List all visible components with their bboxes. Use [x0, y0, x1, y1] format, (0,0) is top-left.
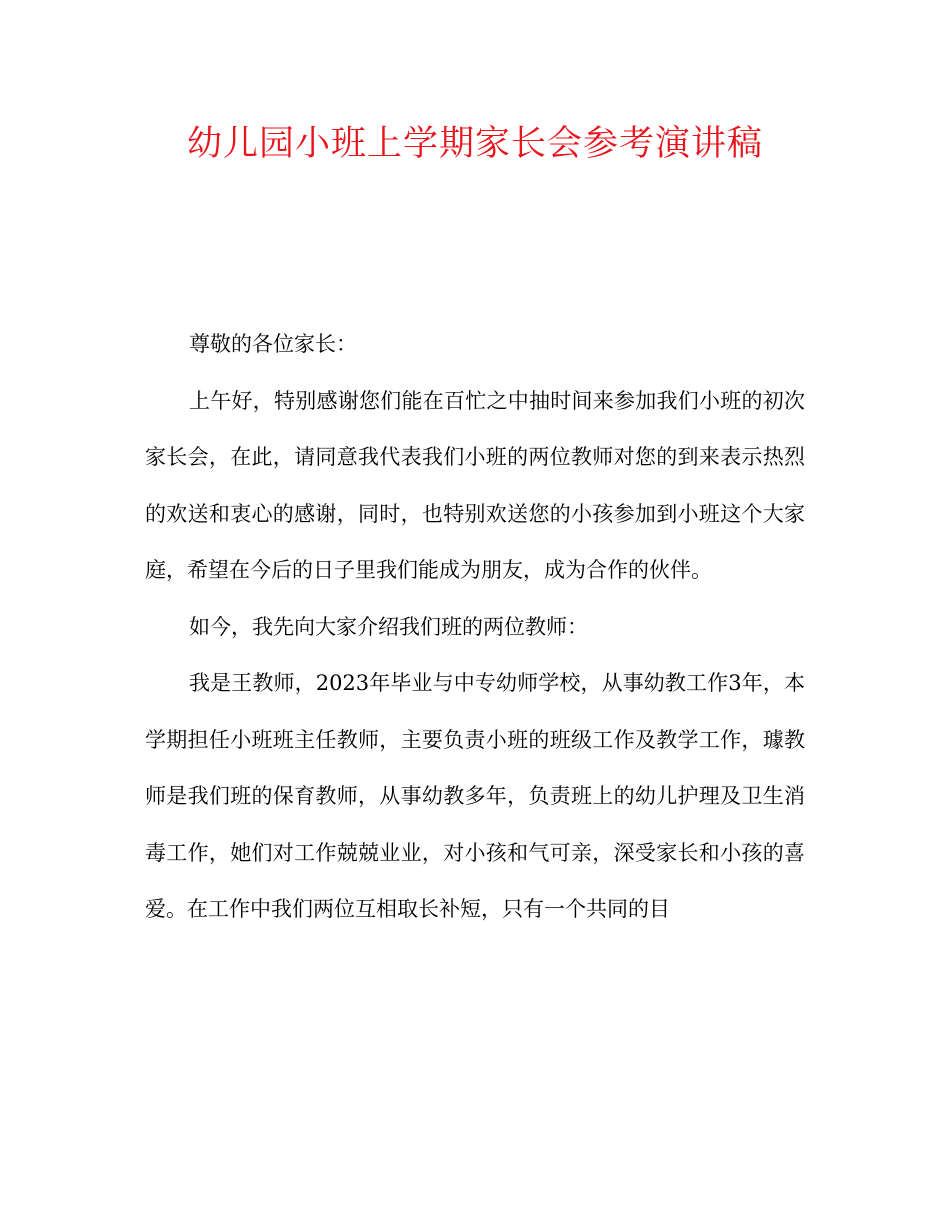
paragraph-teachers: 我是王教师，2023年毕业与中专幼师学校，从事幼教工作3年，本学期担任小班班主任教师，主要负责小班的班级工作及教学工作，璩教师是我们班的保育教师，从事幼教多年，负责班上的幼儿护理及卫生消毒工作，她们对工作兢兢业业，对小孩和气可亲，深受家长和小孩的喜爱。在工作中我们两位互相取长补短，只有一个共同的目	[145, 671, 805, 921]
paragraph-greeting: 尊敬的各位家长：	[189, 332, 357, 356]
paragraph-welcome: 上午好，特别感谢您们能在百忙之中抽时间来参加我们小班的初次家长会，在此，请同意我代表我们小班的两位教师对您的到来表示热烈的欢送和衷心的感谢，同时，也特别欢送您的小孩参加到小班这个大家庭，希望在今后的日子里我们能成为朋友，成为合作的伙伴。	[145, 388, 805, 582]
document-body	[145, 316, 805, 938]
paragraph-introduction: 如今，我先向大家介绍我们班的两位教师：	[189, 614, 588, 639]
document-title: 幼儿园小班上学期家长会参考演讲稿	[186, 124, 763, 164]
